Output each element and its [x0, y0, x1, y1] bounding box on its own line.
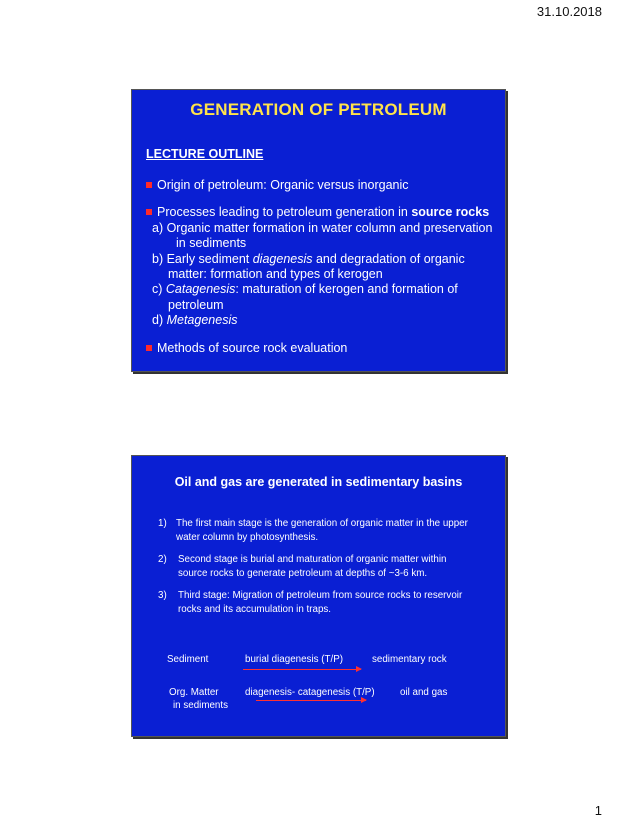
sub-item-c: c) Catagenesis: maturation of kerogen and formation of petroleum: [152, 282, 458, 312]
flow2-process: diagenesis- catagenesis (T/P): [245, 687, 375, 698]
stage-item-2: 2) Second stage is burial and maturation of organic matter within source rocks to generate petroleum at depths of ~3-6 km.: [158, 554, 447, 579]
bullet-text: Processes leading to petroleum generation in source rocks: [157, 205, 490, 220]
bullet-square-icon: [146, 182, 152, 188]
outline-list: [144, 178, 499, 356]
flow1-arrow-icon: [243, 669, 361, 670]
bullet-square-icon: [146, 209, 152, 215]
sub-item-a: a) Organic matter formation in water column and preservation in sediments: [152, 220, 493, 251]
stage-item-3: 3) Third stage: Migration of petroleum from source rocks to reservoir rocks and its accumulation in traps.: [158, 590, 463, 615]
outline-bullet-processes: [144, 205, 499, 220]
stages-list: [158, 517, 493, 617]
bullet-text: Origin of petroleum: Organic versus inorganic: [157, 178, 409, 192]
lecture-outline-heading: LECTURE OUTLINE: [146, 147, 264, 161]
bullet-square-icon: [146, 345, 152, 351]
outline-bullet-methods: [144, 341, 499, 356]
flow2-start: Org. Matter in sediments: [169, 687, 228, 711]
flow1-process: burial diagenesis (T/P): [245, 654, 344, 665]
flow2-end: oil and gas: [400, 687, 448, 698]
bullet-text: Methods of source rock evaluation: [157, 340, 348, 355]
flow1-end: sedimentary rock: [372, 654, 447, 665]
stage-item-1: 1) The first main stage is the generation of organic matter in the upper water column by photosynthesis.: [158, 518, 468, 543]
flow1-start: Sediment: [167, 654, 209, 665]
sub-item-b: b) Early sediment diagenesis and degradation of organic matter: formation and types of kerogen: [152, 251, 465, 282]
print-date: 31.10.2018: [536, 4, 602, 19]
slide-title: GENERATION OF PETROLEUM: [190, 100, 447, 119]
slide-oil-and-gas-basins: [131, 455, 506, 737]
sub-item-d: d) Metagenesis: [152, 313, 238, 328]
slide-title: Oil and gas are generated in sedimentary basins: [174, 475, 463, 489]
outline-bullet-origin: [144, 178, 499, 193]
flow2-arrow-icon: [256, 700, 366, 701]
slide-generation-of-petroleum: [131, 89, 506, 372]
page-number: 1: [594, 803, 602, 818]
